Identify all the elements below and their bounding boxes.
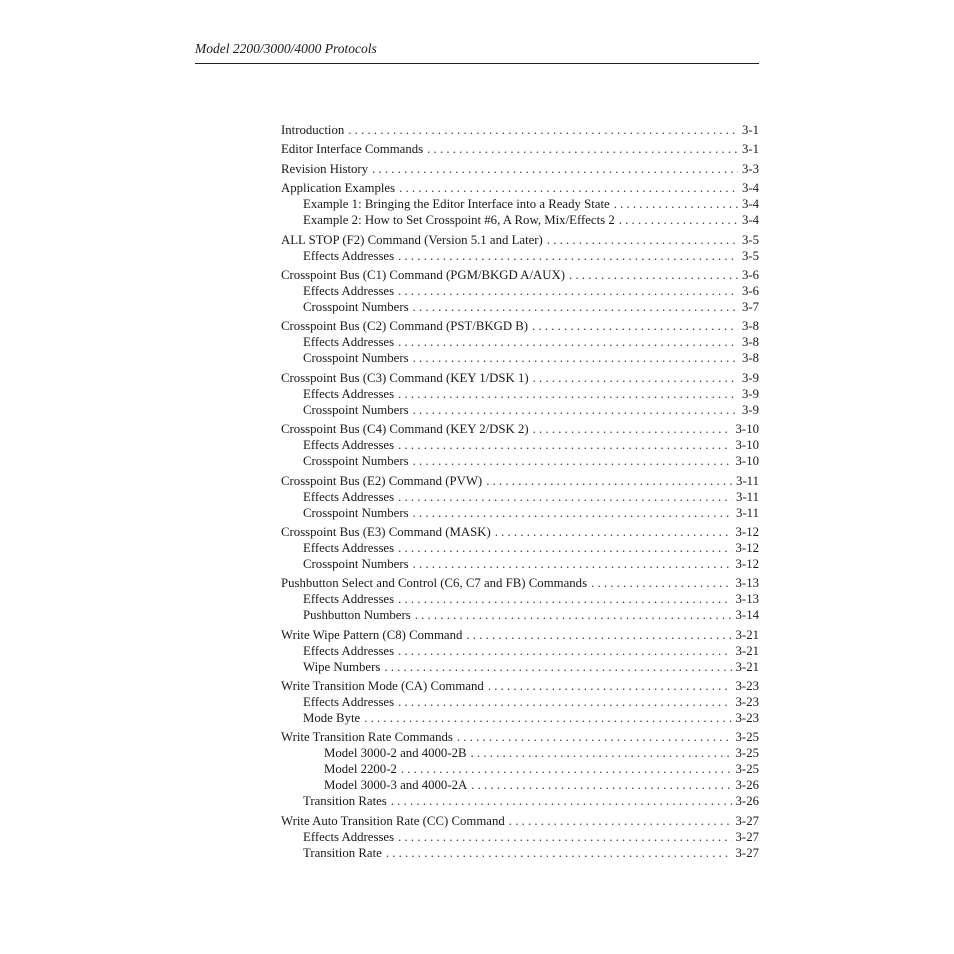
- toc-entry-title: Effects Addresses: [303, 592, 395, 607]
- toc-entry-title: Revision History: [281, 161, 369, 176]
- toc-entry-title: Effects Addresses: [303, 248, 395, 263]
- toc-entry-page: 3-23: [735, 711, 759, 726]
- table-of-contents: [281, 122, 759, 861]
- dot-leader: [427, 141, 738, 157]
- toc-entry-title: Effects Addresses: [303, 643, 395, 658]
- toc-entry-title: Effects Addresses: [303, 335, 395, 350]
- toc-entry-title: Model 2200-2: [324, 762, 397, 777]
- dot-leader: [486, 473, 732, 489]
- dot-leader: [413, 402, 738, 418]
- toc-entry-title: Editor Interface Commands: [281, 142, 424, 157]
- toc-entry[interactable]: [281, 678, 759, 694]
- toc-entry[interactable]: [281, 607, 759, 623]
- toc-entry-page: 3-4: [741, 197, 759, 212]
- dot-leader: [401, 761, 732, 777]
- dot-leader: [413, 556, 732, 572]
- dot-leader: [398, 694, 731, 710]
- dot-leader: [591, 575, 731, 591]
- toc-entry-title: Crosspoint Numbers: [303, 402, 409, 417]
- toc-entry-title: Crosspoint Bus (E2) Command (PVW): [281, 473, 483, 488]
- toc-entry-page: 3-13: [735, 576, 759, 591]
- toc-entry[interactable]: [281, 267, 759, 283]
- toc-entry[interactable]: [281, 180, 759, 196]
- toc-entry-title: Effects Addresses: [303, 695, 395, 710]
- dot-leader: [495, 524, 732, 540]
- dot-leader: [398, 489, 732, 505]
- toc-entry-page: 3-3: [741, 161, 759, 176]
- toc-entry-page: 3-9: [741, 370, 759, 385]
- toc-entry-title: Write Wipe Pattern (C8) Command: [281, 627, 463, 642]
- toc-entry[interactable]: [281, 402, 759, 418]
- toc-entry[interactable]: [281, 777, 759, 793]
- toc-entry[interactable]: [281, 793, 759, 809]
- toc-entry[interactable]: [281, 161, 759, 177]
- dot-leader: [509, 813, 732, 829]
- toc-entry-page: 3-6: [741, 267, 759, 282]
- toc-entry-title: Crosspoint Numbers: [303, 454, 409, 469]
- toc-entry-page: 3-5: [741, 232, 759, 247]
- dot-leader: [619, 212, 738, 228]
- toc-entry-title: Crosspoint Bus (C4) Command (KEY 2/DSK 2): [281, 422, 529, 437]
- toc-entry[interactable]: [281, 141, 759, 157]
- toc-entry-page: 3-21: [735, 659, 759, 674]
- dot-leader: [413, 453, 732, 469]
- toc-entry-page: 3-4: [741, 213, 759, 228]
- toc-entry-page: 3-10: [735, 438, 759, 453]
- toc-entry-title: Wipe Numbers: [303, 659, 381, 674]
- toc-entry-page: 3-27: [735, 845, 759, 860]
- toc-entry-title: Transition Rate: [303, 845, 382, 860]
- dot-leader: [533, 370, 738, 386]
- dot-leader: [488, 678, 732, 694]
- dot-leader: [348, 122, 738, 138]
- toc-entry-page: 3-9: [741, 402, 759, 417]
- header-rule: [195, 63, 759, 64]
- toc-entry[interactable]: [281, 334, 759, 350]
- dot-leader: [398, 283, 738, 299]
- toc-entry-page: 3-27: [735, 813, 759, 828]
- toc-entry-title: Crosspoint Numbers: [303, 556, 409, 571]
- toc-entry[interactable]: [281, 729, 759, 745]
- toc-entry[interactable]: [281, 489, 759, 505]
- dot-leader: [614, 196, 738, 212]
- toc-entry-page: 3-11: [736, 505, 759, 520]
- running-header: Model 2200/3000/4000 Protocols: [195, 41, 377, 56]
- dot-leader: [398, 540, 731, 556]
- toc-entry[interactable]: [281, 318, 759, 334]
- toc-entry-title: Introduction: [281, 123, 345, 137]
- toc-entry[interactable]: [281, 524, 759, 540]
- toc-entry-title: Write Transition Mode (CA) Command: [281, 679, 484, 694]
- dot-leader: [413, 505, 732, 521]
- toc-entry-page: 3-25: [735, 730, 759, 745]
- dot-leader: [569, 267, 738, 283]
- toc-entry-title: Pushbutton Numbers: [303, 608, 411, 623]
- toc-entry-page: 3-10: [735, 454, 759, 469]
- dot-leader: [364, 710, 731, 726]
- toc-entry[interactable]: [281, 761, 759, 777]
- dot-leader: [398, 591, 731, 607]
- toc-entry-page: 3-8: [741, 319, 759, 334]
- toc-entry-page: 3-23: [735, 679, 759, 694]
- toc-entry[interactable]: [281, 591, 759, 607]
- toc-entry-title: Pushbutton Select and Control (C6, C7 and FB) Commands: [281, 576, 588, 591]
- toc-entry-title: Effects Addresses: [303, 438, 395, 453]
- dot-leader: [413, 350, 738, 366]
- toc-entry[interactable]: [281, 370, 759, 386]
- toc-entry[interactable]: [281, 829, 759, 845]
- toc-entry-title: Effects Addresses: [303, 540, 395, 555]
- toc-entry-title: Effects Addresses: [303, 829, 395, 844]
- toc-entry-page: 3-12: [735, 540, 759, 555]
- toc-entry-title: Write Auto Transition Rate (CC) Command: [281, 813, 505, 828]
- toc-entry[interactable]: [281, 248, 759, 264]
- toc-entry-title: Model 3000-2 and 4000-2B: [324, 746, 467, 761]
- toc-entry[interactable]: [281, 745, 759, 761]
- toc-entry-page: 3-12: [735, 556, 759, 571]
- dot-leader: [466, 627, 731, 643]
- toc-entry-page: 3-26: [735, 778, 759, 793]
- toc-entry[interactable]: [281, 421, 759, 437]
- toc-entry[interactable]: [281, 473, 759, 489]
- toc-entry-page: 3-25: [735, 746, 759, 761]
- toc-entry-page: 3-11: [736, 473, 759, 488]
- toc-entry-title: Effects Addresses: [303, 386, 395, 401]
- toc-entry-title: Crosspoint Bus (C3) Command (KEY 1/DSK 1): [281, 370, 529, 385]
- toc-entry-page: 3-8: [741, 351, 759, 366]
- toc-entry-page: 3-1: [741, 123, 759, 137]
- toc-entry-title: Mode Byte: [303, 711, 361, 726]
- toc-entry-title: Crosspoint Numbers: [303, 505, 409, 520]
- toc-entry-title: Crosspoint Numbers: [303, 351, 409, 366]
- dot-leader: [398, 386, 738, 402]
- toc-entry[interactable]: [281, 710, 759, 726]
- toc-entry[interactable]: [281, 299, 759, 315]
- toc-entry[interactable]: [281, 694, 759, 710]
- dot-leader: [457, 729, 732, 745]
- toc-entry-page: 3-5: [741, 248, 759, 263]
- dot-leader: [532, 318, 738, 334]
- toc-entry[interactable]: [281, 627, 759, 643]
- dot-leader: [413, 299, 738, 315]
- toc-entry-page: 3-10: [735, 422, 759, 437]
- toc-entry-page: 3-11: [736, 489, 759, 504]
- toc-entry[interactable]: [281, 505, 759, 521]
- toc-entry-page: 3-23: [735, 695, 759, 710]
- dot-leader: [398, 643, 731, 659]
- toc-entry[interactable]: [281, 232, 759, 248]
- toc-entry[interactable]: [281, 122, 759, 138]
- toc-entry[interactable]: [281, 575, 759, 591]
- dot-leader: [391, 793, 732, 809]
- toc-entry-page: 3-21: [735, 643, 759, 658]
- toc-entry-title: Transition Rates: [303, 794, 387, 809]
- toc-entry-page: 3-26: [735, 794, 759, 809]
- toc-entry-page: 3-27: [735, 829, 759, 844]
- toc-entry-page: 3-21: [735, 627, 759, 642]
- dot-leader: [372, 161, 738, 177]
- dot-leader: [533, 421, 732, 437]
- toc-entry-page: 3-1: [741, 142, 759, 157]
- toc-entry-title: Effects Addresses: [303, 489, 395, 504]
- toc-entry-title: Example 1: Bringing the Editor Interface into a Ready State: [303, 197, 610, 212]
- toc-entry[interactable]: [281, 453, 759, 469]
- dot-leader: [398, 334, 738, 350]
- toc-entry-title: Example 2: How to Set Crosspoint #6, A Row, Mix/Effects 2: [303, 213, 615, 228]
- toc-entry-title: Crosspoint Numbers: [303, 299, 409, 314]
- toc-entry[interactable]: [281, 813, 759, 829]
- dot-leader: [384, 659, 731, 675]
- dot-leader: [471, 777, 731, 793]
- toc-entry-page: 3-8: [741, 335, 759, 350]
- toc-entry[interactable]: [281, 283, 759, 299]
- toc-entry[interactable]: [281, 643, 759, 659]
- dot-leader: [471, 745, 732, 761]
- toc-entry[interactable]: [281, 556, 759, 572]
- dot-leader: [398, 248, 738, 264]
- dot-leader: [386, 845, 732, 861]
- toc-entry-title: Write Transition Rate Commands: [281, 730, 453, 745]
- dot-leader: [398, 437, 731, 453]
- dot-leader: [398, 829, 731, 845]
- toc-entry-page: 3-4: [741, 181, 759, 196]
- toc-entry[interactable]: [281, 845, 759, 861]
- toc-entry-page: 3-9: [741, 386, 759, 401]
- toc-entry-page: 3-7: [741, 299, 759, 314]
- toc-entry-title: ALL STOP (F2) Command (Version 5.1 and Later): [281, 232, 543, 247]
- toc-entry[interactable]: [281, 659, 759, 675]
- toc-entry[interactable]: [281, 212, 759, 228]
- toc-entry-page: 3-6: [741, 283, 759, 298]
- toc-entry[interactable]: [281, 437, 759, 453]
- toc-entry[interactable]: [281, 540, 759, 556]
- dot-leader: [399, 180, 738, 196]
- toc-entry-title: Effects Addresses: [303, 283, 395, 298]
- toc-entry-title: Model 3000-3 and 4000-2A: [324, 778, 468, 793]
- toc-entry-title: Crosspoint Bus (C1) Command (PGM/BKGD A/AUX): [281, 267, 566, 282]
- toc-entry[interactable]: [281, 350, 759, 366]
- toc-entry-title: Application Examples: [281, 181, 396, 196]
- dot-leader: [415, 607, 732, 623]
- toc-entry-page: 3-12: [735, 524, 759, 539]
- toc-entry-page: 3-14: [735, 608, 759, 623]
- toc-entry[interactable]: [281, 196, 759, 212]
- toc-entry-page: 3-13: [735, 592, 759, 607]
- toc-entry-page: 3-25: [735, 762, 759, 777]
- toc-entry-title: Crosspoint Bus (E3) Command (MASK): [281, 524, 491, 539]
- dot-leader: [547, 232, 738, 248]
- toc-entry-title: Crosspoint Bus (C2) Command (PST/BKGD B): [281, 319, 529, 334]
- toc-entry[interactable]: [281, 386, 759, 402]
